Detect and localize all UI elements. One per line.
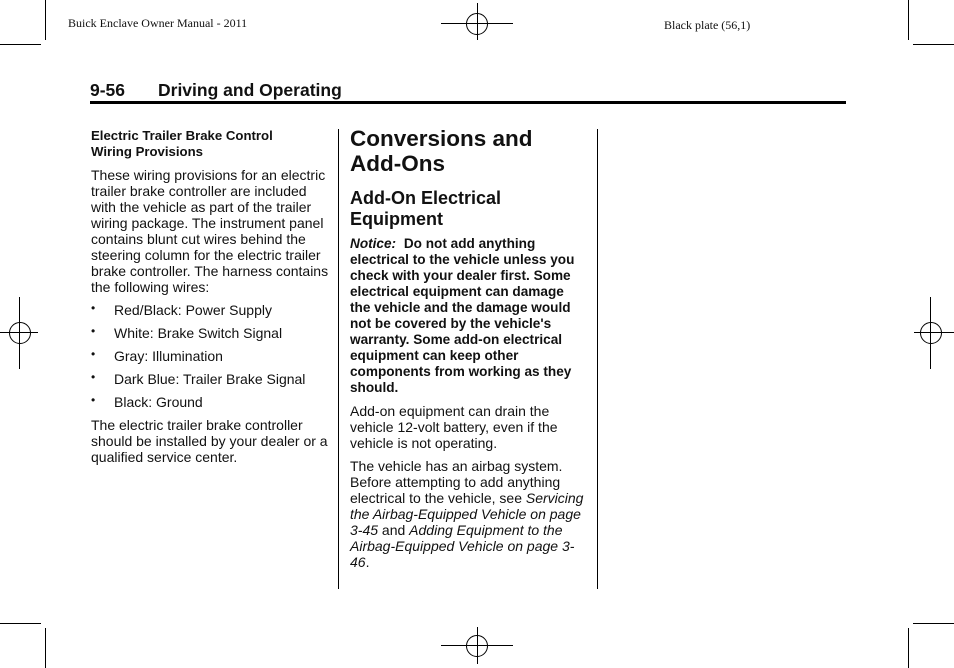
registration-target-icon: [9, 322, 31, 344]
airbag-paragraph: [350, 458, 586, 570]
crop-mark: [908, 0, 909, 40]
chapter-title: Driving and Operating: [158, 80, 342, 100]
subheading: [91, 128, 331, 160]
section-title-line: Add-Ons: [350, 151, 445, 176]
crop-mark: [908, 628, 909, 668]
battery-paragraph: Add-on equipment can drain the vehicle 12-volt battery, even if the vehicle is not operating.: [350, 403, 558, 451]
crop-mark: [0, 44, 41, 45]
subsection-title: [350, 188, 586, 230]
section-title-line: Conversions and: [350, 126, 533, 151]
cross-reference-link[interactable]: Servicing the Airbag-Equipped Vehicle on page 3-45: [350, 490, 584, 538]
intro-paragraph: These wiring provisions for an electric trailer brake controller are included with the vehicle as part of the trailer wiring package. The instrument panel contains blunt cut wires behind the steering column for the electric trailer brake controller. The harness contains the following wires:: [91, 167, 329, 295]
registration-line: [914, 332, 954, 333]
registration-target-icon: [920, 322, 942, 344]
crop-mark: [45, 628, 46, 668]
running-header-left: Buick Enclave Owner Manual - 2011: [68, 16, 248, 30]
running-header-right: Black plate (56,1): [664, 18, 751, 32]
left-column: [91, 128, 331, 472]
list-item-text: White: Brake Switch Signal: [114, 325, 283, 341]
notice-paragraph: [350, 236, 586, 396]
list-item: [91, 371, 331, 387]
sentence-end: .: [365, 554, 370, 570]
registration-line: [19, 297, 20, 369]
conjunction: and: [381, 522, 406, 538]
header-rule: [90, 101, 846, 104]
column-divider: [597, 129, 598, 589]
registration-line: [930, 297, 931, 369]
subsection-title-line: Equipment: [350, 209, 443, 229]
middle-column: [350, 126, 586, 577]
crop-mark: [913, 44, 954, 45]
closing-paragraph: The electric trailer brake controller should be installed by your dealer or a qualified service center.: [91, 417, 328, 465]
section-title: [350, 126, 586, 176]
bullet-icon: •: [91, 370, 96, 384]
bullet-icon: •: [91, 393, 96, 407]
registration-line: [477, 627, 478, 664]
page-number: 9-56: [90, 80, 126, 100]
list-item: [91, 302, 331, 318]
subheading-line: Wiring Provisions: [91, 144, 203, 159]
subheading-line: Electric Trailer Brake Control: [91, 128, 273, 143]
page-header: [90, 80, 846, 101]
list-item-text: Gray: Illumination: [114, 348, 223, 364]
list-item-text: Dark Blue: Trailer Brake Signal: [114, 371, 306, 387]
bullet-icon: •: [91, 347, 96, 361]
bullet-icon: •: [91, 324, 96, 338]
crop-mark: [913, 623, 954, 624]
subsection-title-line: Add-On Electrical: [350, 188, 502, 208]
list-item-text: Red/Black: Power Supply: [114, 302, 272, 318]
list-item: [91, 325, 331, 341]
bullet-icon: •: [91, 301, 96, 315]
crop-mark: [0, 623, 41, 624]
registration-line: [477, 3, 478, 40]
list-item: [91, 348, 331, 364]
airbag-text: The vehicle has an airbag system. Before attempting to add anything electrical to the vehicle, see: [350, 458, 563, 506]
cross-reference-link[interactable]: Adding Equipment to the Airbag-Equipped Vehicle on page 3-46: [350, 522, 575, 570]
column-divider: [338, 129, 339, 589]
list-item-text: Black: Ground: [114, 394, 203, 410]
list-item: [91, 394, 331, 410]
notice-label: Notice:: [350, 236, 397, 251]
crop-mark: [45, 0, 46, 40]
notice-text: Do not add anything electrical to the vehicle unless you check with your dealer first. Some electrical equipment can damage the vehicle and the damage would not be covered by the vehicle's warranty. Some add-on electrical equipment can keep other components from working as they should.: [350, 236, 575, 395]
